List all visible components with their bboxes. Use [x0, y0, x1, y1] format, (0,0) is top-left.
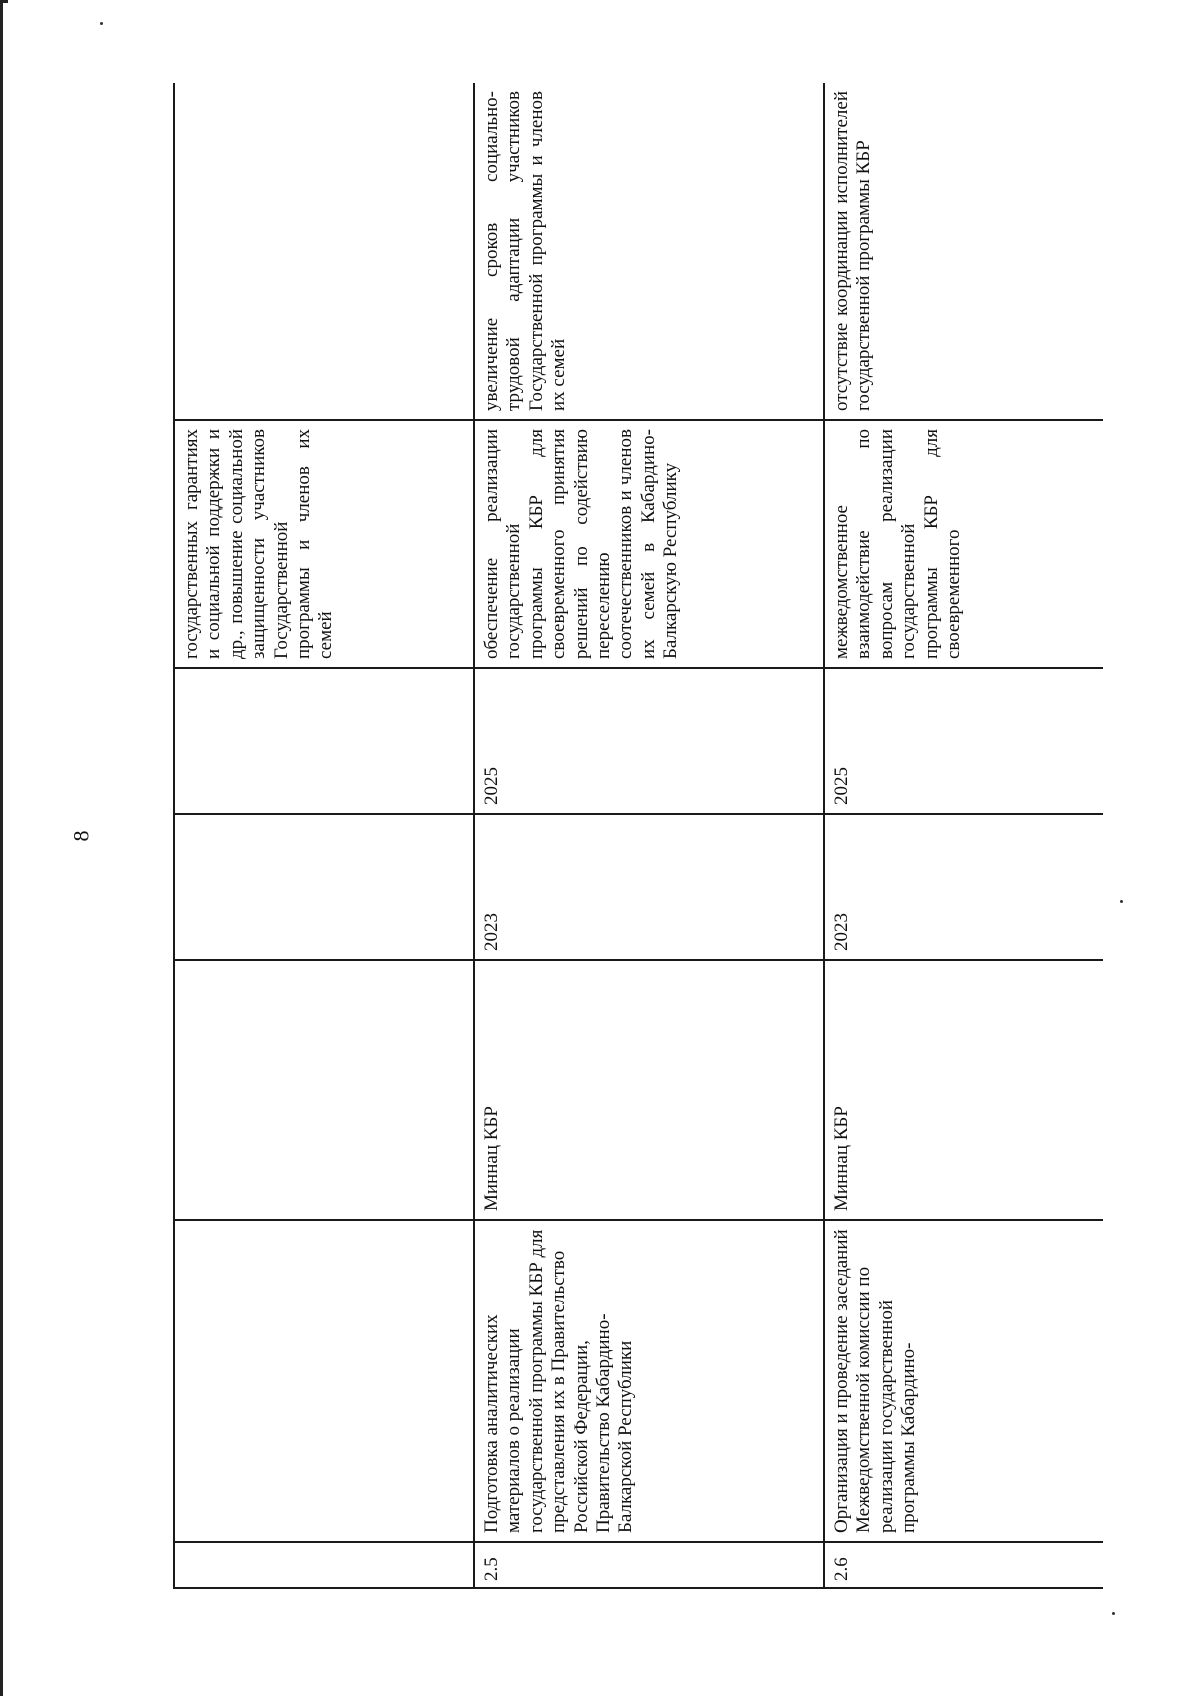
table-row [174, 83, 474, 1588]
end-year-cell [174, 668, 474, 814]
risk-cell: отсутствие координации исполнителей государственной программы КБР [824, 83, 1103, 420]
table-row [474, 83, 824, 1588]
event-cell: Подготовка аналитических материалов о реализации государственной программы КБР для представления их в Правительство Российской Федерации, Правительство Кабардино-Балкарской Республики [474, 1220, 824, 1542]
risk-cell: увеличение сроков социально-трудовой адаптации участников Государственной программы и членов их семей [474, 83, 824, 420]
rotated-table [173, 83, 1103, 1589]
row-number: 2.5 [474, 1542, 824, 1588]
scan-edge [0, 0, 3, 1696]
plan-table [173, 83, 1103, 1589]
row-number: 2.6 [824, 1542, 1103, 1588]
event-cell [174, 1220, 474, 1542]
page-number: 8 [68, 830, 94, 842]
end-year-cell: 2025 [824, 668, 1103, 814]
scan-edge-top [0, 0, 8, 3]
result-cell: обеспечение реализации государственной программы КБР для своевременного принятия решений по содействию переселению соотечественников и членов их семей в Кабардино-Балкарскую Республику [474, 420, 824, 668]
scan-speck [1112, 1612, 1115, 1615]
rotated-table-wrapper [173, 83, 1103, 1589]
end-year-cell: 2025 [474, 668, 824, 814]
responsible-cell [174, 960, 474, 1220]
responsible-cell: Миннац КБР [824, 960, 1103, 1220]
table-row [824, 83, 1103, 1588]
risk-cell [174, 83, 474, 420]
start-year-cell: 2023 [824, 814, 1103, 960]
scan-speck [1120, 900, 1123, 903]
row-number [174, 1542, 474, 1588]
result-cell: государственных гарантиях и социальной поддержки и др., повышение социальной защищенности участников Государственной программы и членов их семей [174, 420, 474, 668]
result-cell: межведомственное взаимодействие по вопросам реализации государственной программы КБР для своевременного [824, 420, 1103, 668]
scan-speck [100, 22, 103, 25]
start-year-cell [174, 814, 474, 960]
responsible-cell: Миннац КБР [474, 960, 824, 1220]
event-cell: Организация и проведение заседаний Межведомственной комиссии по реализации государственной программы Кабардино- [824, 1220, 1103, 1542]
start-year-cell: 2023 [474, 814, 824, 960]
